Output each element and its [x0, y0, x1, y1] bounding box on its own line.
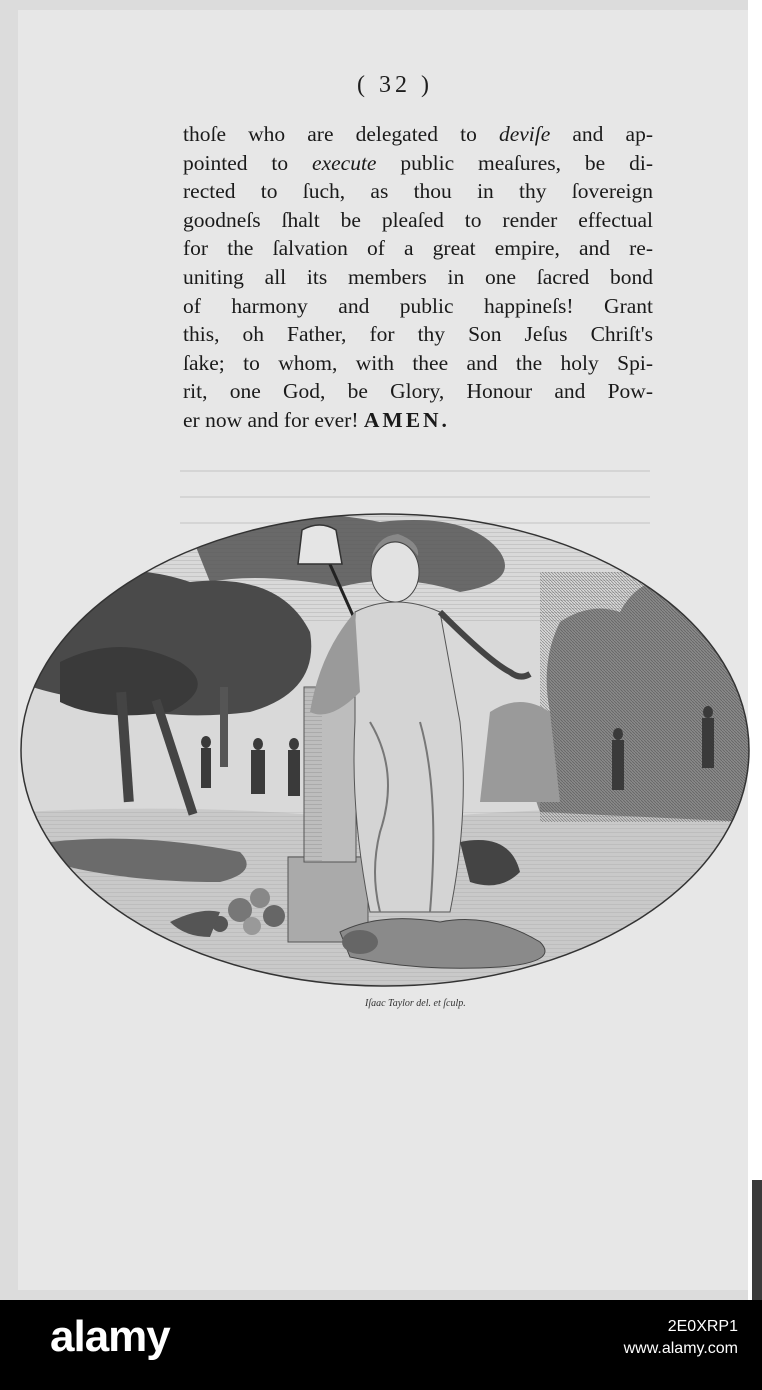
text-line-11: er now and for ever! AMEN.	[183, 407, 450, 432]
text-line-6: uniting all its members in one ſacred bond	[183, 264, 653, 289]
page-edge	[748, 0, 762, 1300]
stock-logo: alamy	[50, 1312, 170, 1361]
text-line-9: ſake; to whom, with thee and the holy Spi-	[183, 350, 653, 375]
text-line-8: this, oh Father, for thy Son Jeſus Chriſt's	[183, 322, 653, 347]
text-line-1: thoſe who are delegated to deviſe and ap-	[183, 122, 653, 146]
stock-image-id	[624, 1316, 738, 1360]
stock-id-code: 2E0XRP1	[667, 1318, 738, 1335]
stock-url: www.alamy.com	[623, 1340, 738, 1357]
liberty-cap	[298, 525, 342, 564]
text-line-4: goodneſs ſhalt be pleaſed to render effectual	[183, 207, 653, 232]
prayer-text	[183, 120, 653, 435]
text-line-7: of harmony and public happineſs! Grant	[183, 293, 653, 318]
text-line-3: rected to ſuch, as thou in thy ſovereign	[183, 179, 653, 204]
amen-word: AMEN.	[363, 407, 450, 432]
page-number: ( 32 )	[357, 72, 433, 98]
allegorical-engraving	[20, 512, 750, 992]
engraver-signature: Iſaac Taylor del. et ſculp.	[365, 998, 466, 1009]
text-line-10: rit, one God, be Glory, Honour and Pow-	[183, 379, 653, 404]
text-line-5: for the ſalvation of a great empire, and re-	[183, 236, 653, 261]
text-line-2: pointed to execute public meaſures, be di-	[183, 150, 653, 175]
page-edge-shadow	[752, 1180, 762, 1300]
